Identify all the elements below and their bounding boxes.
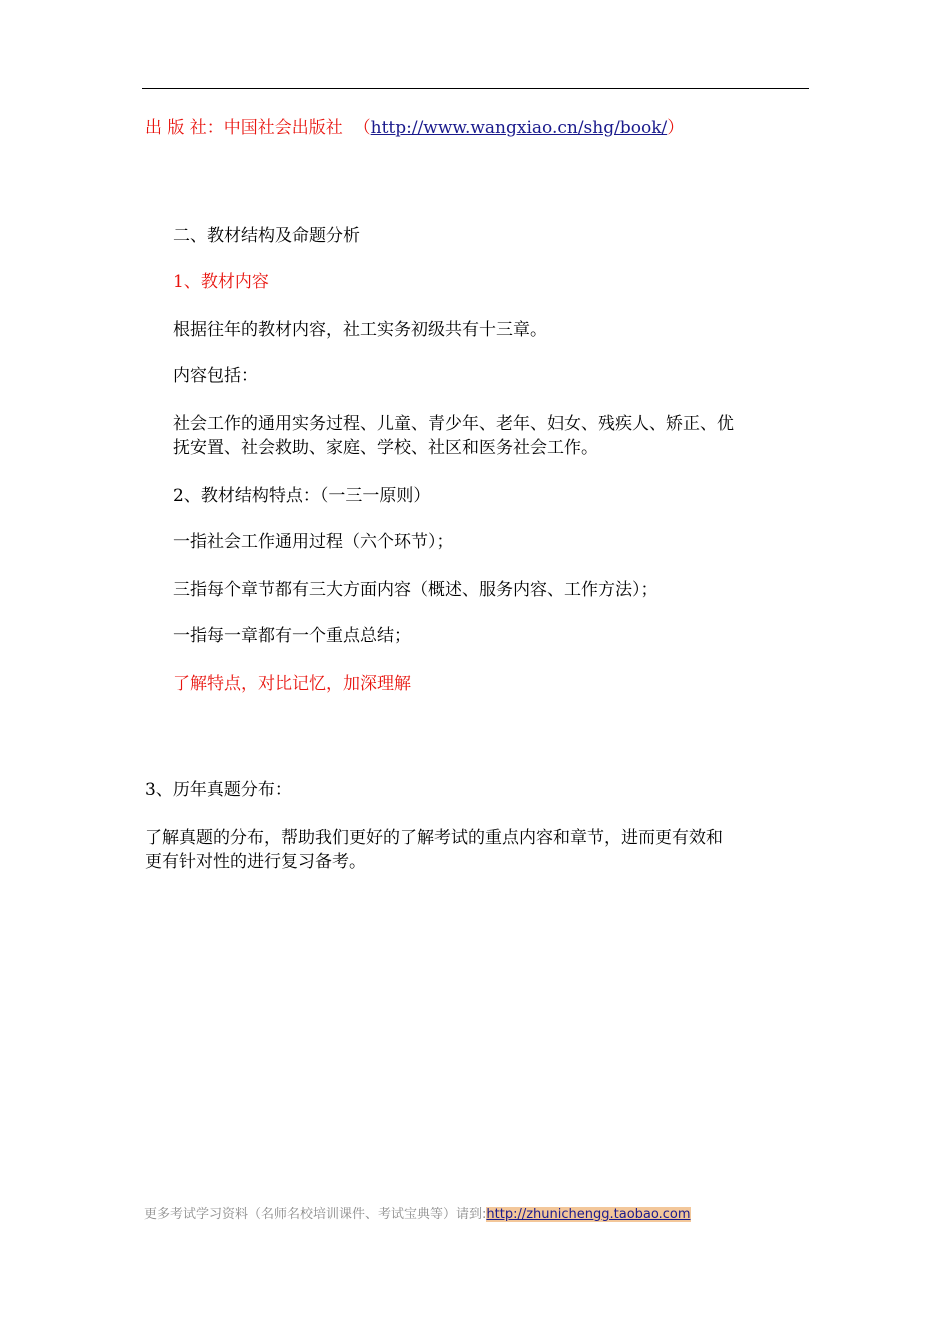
publisher-url-link[interactable]: http://www.wangxiao.cn/shg/book/ [370,118,668,138]
paragraph-principle-1: 一指社会工作通用过程（六个环节）； [173,532,454,552]
paragraph-exam-distribution-line1: 了解真题的分布，帮助我们更好的了解考试的重点内容和章节，进而更有效和 [145,828,723,848]
subsection-2-title: 2、教材结构特点：（一三一原则） [173,486,431,506]
publisher-label: 出 版 社：中国社会出版社 [145,118,343,138]
paragraph-chapter-count: 根据往年的教材内容，社工实务初级共有十三章。 [173,320,547,340]
section-title: 二、教材结构及命题分析 [173,226,360,246]
paragraph-exam-distribution-line2: 更有针对性的进行复习备考。 [145,852,366,872]
highlight-tip: 了解特点，对比记忆，加深理解 [173,674,411,694]
header-rule [142,88,809,89]
footer-link[interactable]: http://zhunichengg.taobao.com [486,1207,691,1222]
url-close-paren: ） [667,118,685,138]
paragraph-content-intro: 内容包括： [173,366,258,386]
publisher-line [145,116,684,140]
paragraph-content-list-line1: 社会工作的通用实务过程、儿童、青少年、老年、妇女、残疾人、矫正、优 [173,414,734,434]
paragraph-principle-1b: 一指每一章都有一个重点总结； [173,626,411,646]
url-open-paren: （ [353,118,371,138]
footer [144,1206,691,1224]
footer-text: 更多考试学习资料（名师名校培训课件、考试宝典等）请到: [144,1207,487,1222]
paragraph-content-list-line2: 抚安置、社会救助、家庭、学校、社区和医务社会工作。 [173,438,598,458]
subsection-3-title: 3、历年真题分布： [145,780,292,800]
paragraph-principle-3: 三指每个章节都有三大方面内容（概述、服务内容、工作方法）； [173,580,658,600]
subsection-1-title: 1、教材内容 [173,272,269,292]
